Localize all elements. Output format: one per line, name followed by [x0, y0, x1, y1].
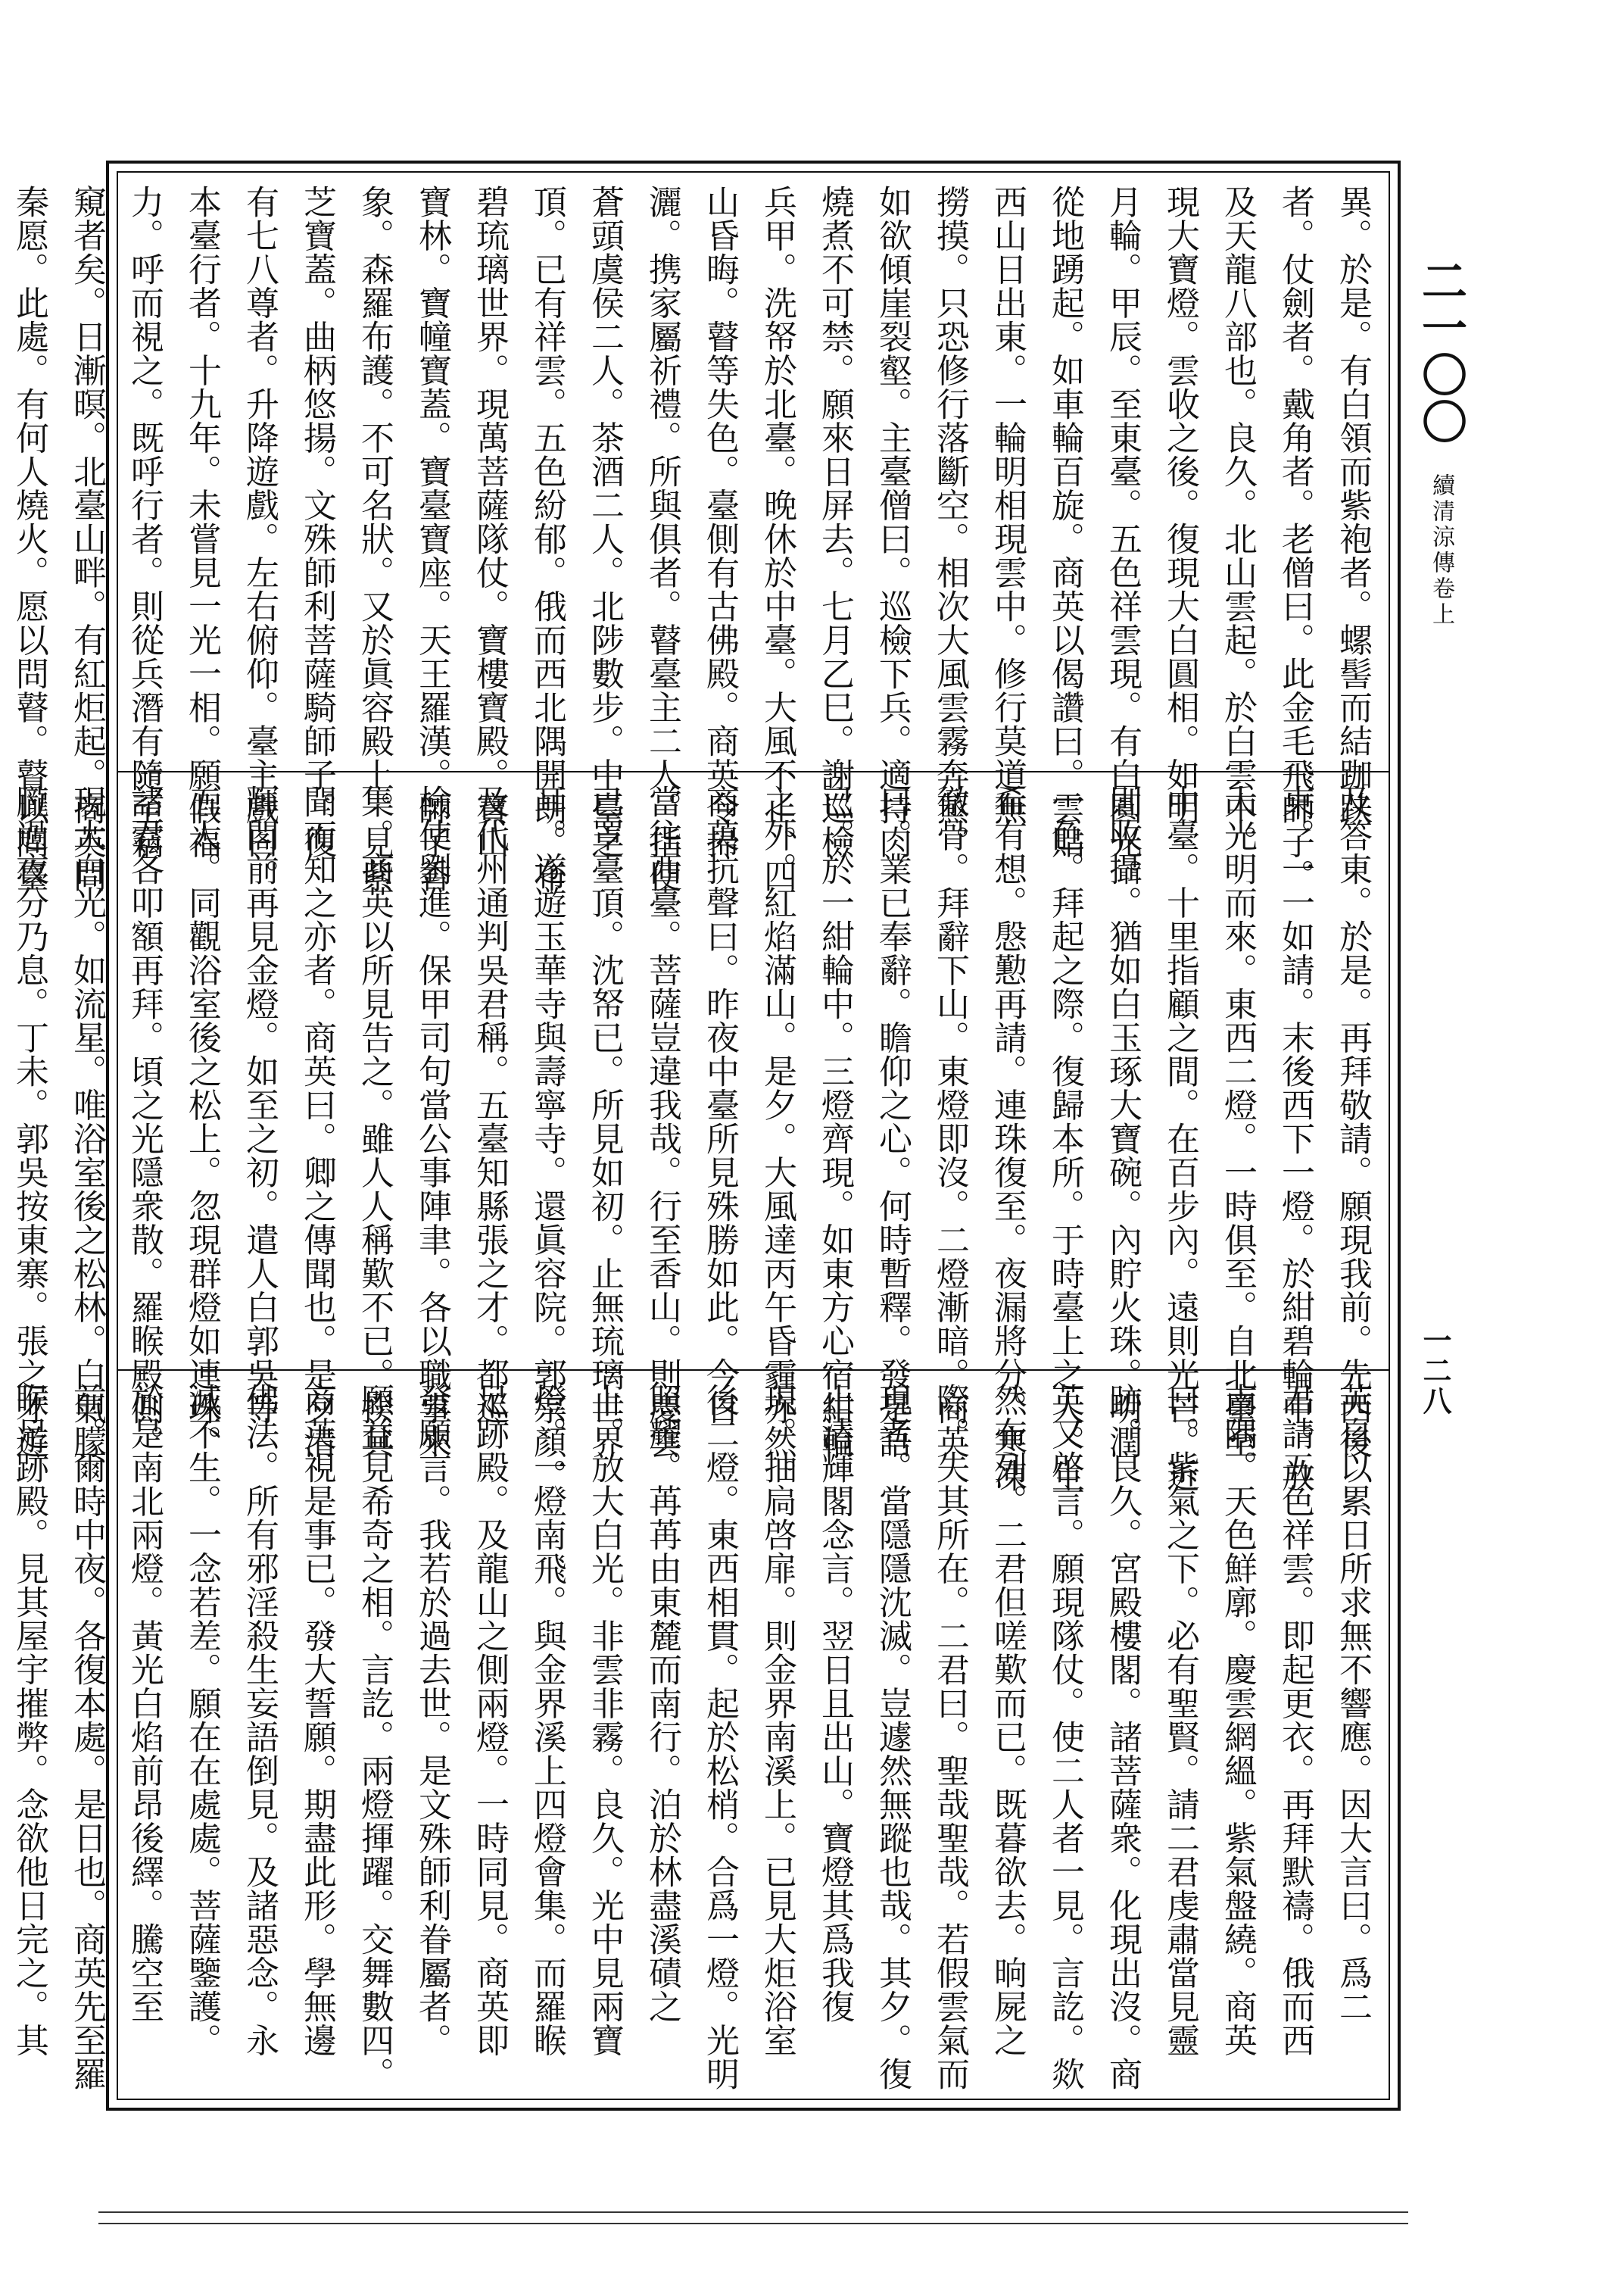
book-title: 續清涼傳卷上 — [1428, 473, 1454, 628]
text-column: 止清輝閣念言。翌日且出山。寶燈其爲我復 — [815, 1383, 854, 2024]
text-column: 現者。當隱隱沈滅。豈遽然無蹤也哉。其夕。復 — [873, 1383, 912, 2091]
text-column: 山昏晦。瞽等失色。臺側有古佛殿。商英令掃 — [700, 185, 739, 859]
text-frame — [10, 161, 1401, 2111]
text-column: 聞而知之亦者。商英曰。卿之傳聞也。是夕清 — [298, 785, 336, 1459]
column-group-middle — [10, 785, 1381, 1493]
text-column: 發願言。我若於過去世。是文殊師利眷屬者。 — [413, 1383, 451, 2057]
text-column: 如欲傾崖裂壑。主臺僧曰。巡檢下兵。適持肉 — [873, 185, 912, 859]
text-column: 者。仗劍者。戴角者。老僧曰。此金毛飛師子。 — [1276, 185, 1314, 893]
column-group-top — [10, 185, 1381, 893]
text-column: 燒煮不可禁。願來日屏去。七月乙巳。謝巡檢 — [815, 185, 854, 859]
text-column: 跡。良久。宮殿樓閣。諸菩薩衆。化現出沒。商 — [1103, 1383, 1142, 2091]
text-column: 現大白光。如流星。唯浴室後之松林。白氣朦 — [67, 785, 106, 1459]
register-middle — [10, 771, 1389, 1493]
text-column: 朧過夜分乃息。丁未。郭吳按東寨。張之才遊 — [10, 785, 48, 1459]
folio-number: 一二八 — [1418, 1325, 1452, 1416]
text-column: 則收攝。猶如白玉琢大寶碗。內貯火珠。明潤 — [1103, 785, 1142, 1459]
text-column: 象。森羅布護。不可名狀。又於眞容殿上。見紫 — [355, 185, 394, 893]
text-column: 集。商英以所見告之。雖人人稱歎不已。揆其 — [355, 785, 394, 1459]
text-column: 英又啓言。願現隊仗。使二人者一見。言訖。欻 — [1046, 1383, 1084, 2091]
text-column: 異。於是。有白領而紫袍者。螺髻而結跏趺 — [1333, 185, 1372, 825]
text-column: 際。失其所在。二君曰。聖哉聖哉。若假雲氣而 — [930, 1383, 969, 2091]
text-column: 及代州通判吳君稱。五臺知縣張之才。都巡 — [470, 785, 509, 1425]
text-column: 兵甲。洗帑於北臺。晚休於中臺。大風不止。四 — [758, 185, 796, 893]
text-column: 月輪。甲辰。至東臺。五色祥雲現。有白圓光。 — [1103, 185, 1142, 893]
text-column: 及答東。於是。再拜敬請。願現我前。先西後 — [1333, 785, 1372, 1459]
text-column: 碧琉璃世界。現萬菩薩隊仗。寶樓寶殿。寶山 — [470, 185, 509, 859]
text-column: 然布列。二君但嗟歎而已。既暮欲去。晌屍之 — [988, 1383, 1027, 2057]
text-column: 曰。紫氣之下。必有聖賢。請二君虔肅當見靈 — [1161, 1383, 1199, 2057]
text-column: 有七八尊者。升降遊戲。左右俯仰。臺主戲曰。 — [240, 185, 279, 893]
text-column: 照耀。苒苒由東麓而南行。泊於林盡溪磧之 — [643, 1383, 681, 2024]
column-group-bottom — [10, 1383, 1381, 2091]
text-column: 檢使劉進。保甲司句當公事陣聿。各以職事來 — [413, 785, 451, 1459]
text-column: 上。放大白光。非雲非霧。良久。光中見兩寶 — [585, 1383, 624, 2057]
text-column: 本臺行者。十九年。未嘗見一光一相。願假福 — [182, 185, 221, 859]
text-column: 撈摸。只恐修行落斷空。相次大風雲霧奔蒸。 — [930, 185, 969, 859]
text-column: 後二燈。東西相貫。起於松梢。合爲一燈。光明 — [700, 1383, 739, 2091]
text-column: 商英抗聲曰。昨夜中臺所見殊勝如此。今日 — [700, 785, 739, 1425]
text-column: 之外。紅焰滿山。是夕。大風達丙午昏霾亦然。 — [758, 785, 796, 1493]
text-column: 中臺。十里指顧之間。在百步內。遠則光芒。近 — [1161, 785, 1199, 1493]
register-bottom — [10, 1369, 1389, 2091]
text-column: 君請五色祥雲。即起更衣。再拜默禱。俄而西 — [1276, 1383, 1314, 2057]
text-column: 商英視是事已。發大誓願。期盡此形。學無邊 — [298, 1383, 336, 2057]
text-column: 頂。已有祥雲。五色紛郁。俄而西北隅開朗。布 — [528, 185, 566, 893]
text-column: 於是南北兩燈。黃光白焰前昂後繹。騰空至 — [125, 1383, 164, 2024]
text-column: 一色。拜起之際。復歸本所。于時臺上之人。生 — [1046, 785, 1084, 1493]
text-column: 從地踴起。如車輪百旋。商英以偈讚曰。雲貼 — [1046, 185, 1084, 859]
text-column: 曰。業已奉辭。瞻仰之心。何時暫釋。發是語 — [873, 785, 912, 1459]
text-column: 現。抽扃啓扉。則金界南溪上。已見大炬浴室 — [758, 1383, 796, 2057]
text-column: 力。呼而視之。既呼行者。則從兵潛有隨至竊 — [125, 185, 164, 859]
text-column: 前。爾時中夜。各復本處。是日也。商英先至羅 — [67, 1383, 106, 2091]
text-column: 寶林。寶幢寶蓋。寶臺寶座。天王羅漢。師子香 — [413, 185, 451, 893]
footer-rule — [98, 2211, 1408, 2213]
text-column: 南隅。天色鮮廓。慶雲網縕。紫氣盤繞。商英 — [1218, 1383, 1257, 2057]
footer-rule — [98, 2223, 1408, 2224]
text-column: 足跡殿。及龍山之側兩燈。一時同見。商英即 — [470, 1383, 509, 2057]
text-column: 灑。携家屬祈禮。所與俱者。瞽臺主二人。指使 — [643, 185, 681, 893]
text-column: 徹骨。拜辭下山。東燈即沒。二燈漸暗。商英 — [930, 785, 969, 1459]
text-column: 已。於一紺輪中。三燈齊現。如東方心宿紺輪 — [815, 785, 854, 1459]
text-column: 已罩臺頂。沈帑已。所見如初。止無琉璃世界 — [585, 785, 624, 1459]
text-column: 諸君各叩額再拜。頃之光隱衆散。羅睺殿側。 — [125, 785, 164, 1459]
text-column: 東。一一如請。末後西下一燈。於紺碧輪中。放 — [1276, 785, 1314, 1493]
text-column: 願益見希奇之相。言訖。兩燈揮躍。交舞數四。 — [355, 1383, 394, 2091]
text-column: 英自以累日所求無不響應。因大言曰。爲二 — [1333, 1383, 1372, 2024]
text-frame-inner — [10, 171, 1390, 2100]
register-top — [10, 173, 1389, 893]
text-column: 芝寶蓋。曲柄悠揚。文殊師利菩薩騎師子。復 — [298, 185, 336, 859]
text-column: 燈。一燈南飛。與金界溪上四燈會集。而羅睺 — [528, 1383, 566, 2057]
text-column: 希有想。慇懃再請。連珠復至。夜漏將分。寒凍 — [988, 785, 1027, 1493]
text-column: 窺者矣。日漸暝。北臺山畔。有紅炬起。商英問 — [67, 185, 106, 893]
text-column: 大光明而來。東西二燈。一時俱至。自北臺至 — [1218, 785, 1257, 1459]
text-column: 佛法。所有邪淫殺生妄語倒見。及諸惡念。永 — [240, 1383, 279, 2057]
text-column: 當往西臺。菩薩豈違我哉。行至香山。則慶雲 — [643, 785, 681, 1459]
text-column: 睺足跡殿。見其屋宇摧弊。念欲他日完之。其 — [10, 1383, 48, 2057]
text-column: 西山日出東。一輪明相現雲中。修行莫道無 — [988, 185, 1027, 825]
text-column: 輝閣前再見金燈。如至之初。遣人白郭吳等 — [240, 785, 279, 1425]
text-column: 滅不生。一念若差。願在在處處。菩薩鑒護。 — [182, 1383, 221, 2057]
text-column: 五人。同觀浴室後之松上。忽現群燈如連珠。 — [182, 785, 221, 1459]
text-column: 秦愿。此處。有何人燒火。愿以問瞽。瞽以問臺 — [10, 185, 48, 893]
text-column: 現大寶燈。雲收之後。復現大白圓相。如明 — [1161, 185, 1199, 825]
text-column: 蒼頭虞侯二人。茶酒二人。北陟數步。中臺之 — [585, 185, 624, 859]
running-header — [1408, 257, 1473, 628]
text-column: 及天龍八部也。良久。北山雲起。於白雲中。 — [1218, 185, 1257, 859]
text-column: 耳。遂遊玉華寺與壽寧寺。還眞容院。郭宗顏。 — [528, 785, 566, 1493]
page-number: 二一〇〇 — [1414, 257, 1467, 445]
